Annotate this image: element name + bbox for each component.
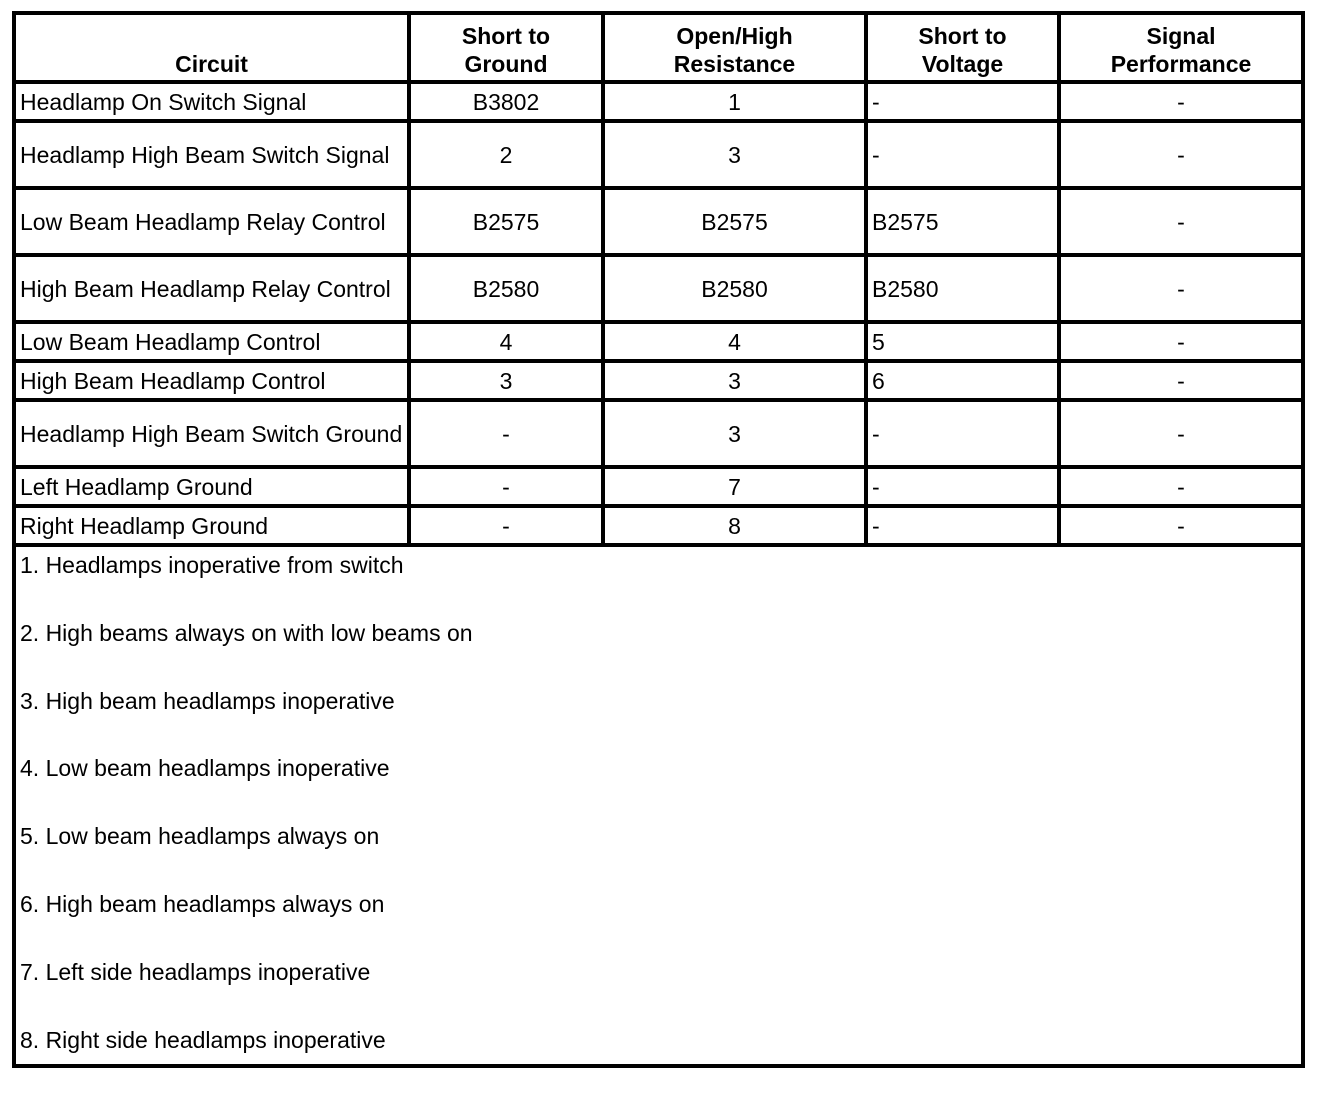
signal-performance-cell: - (1059, 400, 1303, 467)
note-item: 1. Headlamps inoperative from switch (20, 552, 404, 578)
circuit-cell: Headlamp High Beam Switch Signal (14, 121, 409, 188)
short-to-voltage-cell: - (866, 467, 1059, 506)
short-to-voltage-cell: - (866, 400, 1059, 467)
signal-performance-cell: - (1059, 188, 1303, 255)
short-to-ground-cell: B3802 (409, 82, 603, 121)
open-high-resistance-cell: 4 (603, 322, 866, 361)
circuit-cell: Headlamp On Switch Signal (14, 82, 409, 121)
circuit-cell: Left Headlamp Ground (14, 467, 409, 506)
notes-row (14, 545, 1303, 1066)
short-to-ground-cell: - (409, 400, 603, 467)
header-short-to-voltage: Short to Voltage (866, 13, 1059, 82)
table-row (14, 82, 1303, 121)
short-to-ground-cell: B2575 (409, 188, 603, 255)
note-item: 3. High beam headlamps inoperative (20, 687, 395, 714)
short-to-ground-cell: - (409, 506, 603, 545)
signal-performance-cell: - (1059, 255, 1303, 322)
header-signal-performance: Signal Performance (1059, 13, 1303, 82)
signal-performance-cell: - (1059, 82, 1303, 121)
short-to-ground-cell: B2580 (409, 255, 603, 322)
short-to-voltage-cell: 5 (866, 322, 1059, 361)
short-to-ground-cell: 2 (409, 121, 603, 188)
note-item: 4. Low beam headlamps inoperative (20, 755, 390, 782)
header-short-to-ground: Short to Ground (409, 13, 603, 82)
signal-performance-cell: - (1059, 121, 1303, 188)
note-item: 5. Low beam headlamps always on (20, 823, 380, 850)
signal-performance-cell: - (1059, 506, 1303, 545)
header-row (14, 13, 1303, 82)
short-to-voltage-cell: B2580 (866, 255, 1059, 322)
circuit-fault-table (12, 11, 1305, 1068)
header-open-high-resistance: Open/High Resistance (603, 13, 866, 82)
table-row (14, 188, 1303, 255)
circuit-cell: Headlamp High Beam Switch Ground (14, 400, 409, 467)
short-to-voltage-cell: B2575 (866, 188, 1059, 255)
open-high-resistance-cell: 8 (603, 506, 866, 545)
table-row (14, 361, 1303, 400)
signal-performance-cell: - (1059, 322, 1303, 361)
short-to-voltage-cell: - (866, 82, 1059, 121)
table-row (14, 400, 1303, 467)
short-to-voltage-cell: - (866, 506, 1059, 545)
open-high-resistance-cell: B2580 (603, 255, 866, 322)
table-row (14, 506, 1303, 545)
circuit-cell: Low Beam Headlamp Control (14, 322, 409, 361)
open-high-resistance-cell: 3 (603, 121, 866, 188)
short-to-voltage-cell: - (866, 121, 1059, 188)
table-row (14, 322, 1303, 361)
signal-performance-cell: - (1059, 361, 1303, 400)
table-row (14, 121, 1303, 188)
notes-cell (14, 545, 1303, 1066)
table-row (14, 467, 1303, 506)
circuit-cell: Right Headlamp Ground (14, 506, 409, 545)
table-row (14, 255, 1303, 322)
circuit-cell: High Beam Headlamp Control (14, 361, 409, 400)
note-item: 6. High beam headlamps always on (20, 890, 385, 917)
header-circuit: Circuit (14, 13, 409, 82)
note-item: 2. High beams always on with low beams on (20, 619, 473, 646)
fault-table-container (12, 11, 1305, 1068)
signal-performance-cell: - (1059, 467, 1303, 506)
short-to-voltage-cell: 6 (866, 361, 1059, 400)
open-high-resistance-cell: 1 (603, 82, 866, 121)
open-high-resistance-cell: 7 (603, 467, 866, 506)
circuit-cell: Low Beam Headlamp Relay Control (14, 188, 409, 255)
note-item: 8. Right side headlamps inoperative (20, 1026, 386, 1053)
short-to-ground-cell: - (409, 467, 603, 506)
open-high-resistance-cell: 3 (603, 400, 866, 467)
circuit-cell: High Beam Headlamp Relay Control (14, 255, 409, 322)
note-item: 7. Left side headlamps inoperative (20, 958, 371, 985)
short-to-ground-cell: 3 (409, 361, 603, 400)
open-high-resistance-cell: B2575 (603, 188, 866, 255)
open-high-resistance-cell: 3 (603, 361, 866, 400)
short-to-ground-cell: 4 (409, 322, 603, 361)
